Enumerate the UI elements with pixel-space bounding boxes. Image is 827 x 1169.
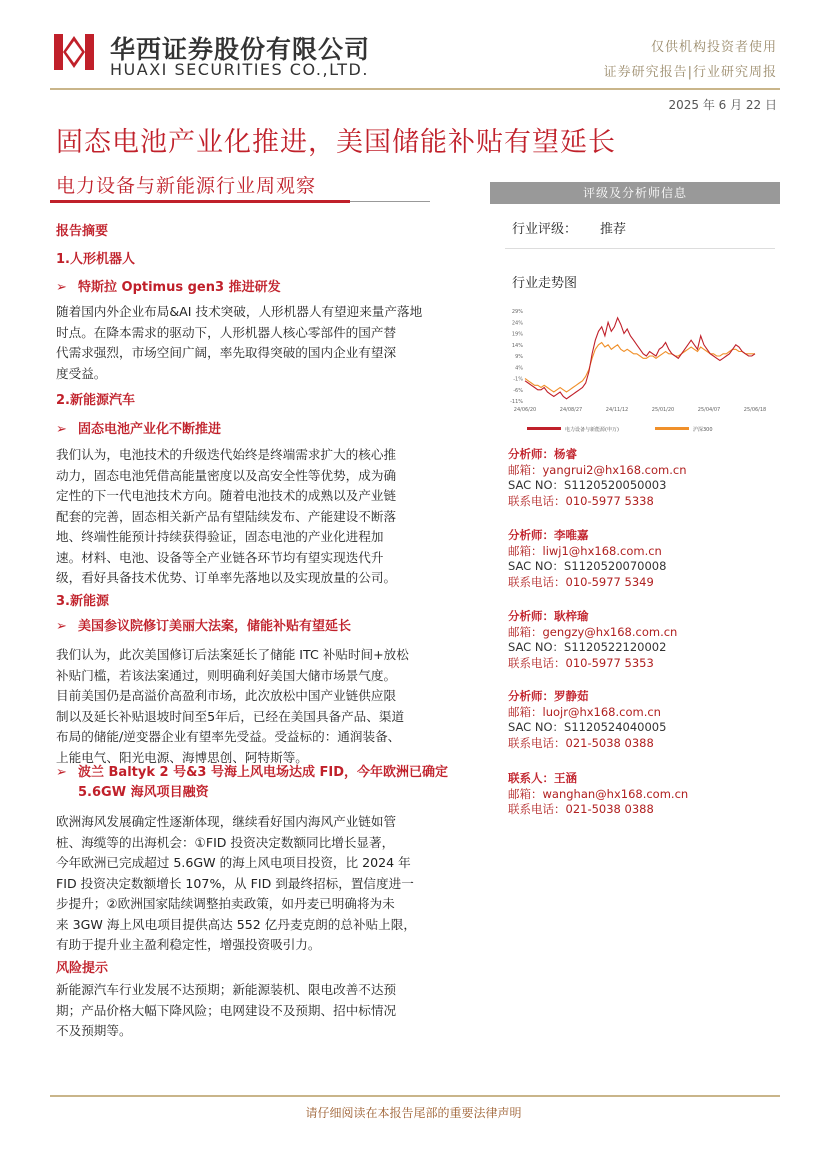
- analyst-email[interactable]: 邮箱：gengzy@hx168.com.cn: [508, 624, 678, 639]
- section-3-subheading-2: ➢ 波兰 Baltyk 2 号&3 号海上风电场达成 FID，今年欧洲已确定 5.6GW 海风项目融资: [56, 765, 449, 800]
- title-underline: [50, 200, 350, 203]
- report-subtitle: 电力设备与新能源行业周观察: [56, 175, 317, 197]
- rating-divider: [505, 248, 775, 249]
- y-tick-label: 29%: [511, 309, 523, 315]
- analyst-name: 分析师：耿梓瑜: [508, 609, 589, 623]
- rating-label: 行业评级：: [512, 222, 578, 237]
- section-1-subheading: ➢ 特斯拉 Optimus gen3 推进研发: [56, 280, 281, 295]
- trend-chart-label: 行业走势图: [512, 276, 578, 291]
- y-tick-label: 9%: [515, 354, 523, 360]
- analyst-sac: SAC NO：S1120520050003: [508, 478, 667, 492]
- title-underline-gray: [350, 201, 430, 202]
- arrow-icon: ➢: [56, 619, 67, 634]
- sidebar-header: 评级及分析师信息: [490, 182, 780, 204]
- analyst-phone: 联系电话：010-5977 5338: [508, 493, 654, 508]
- section-2-subheading: ➢ 固态电池产业化不断推进: [56, 422, 222, 437]
- analyst-sac: SAC NO：S1120522120002: [508, 640, 667, 654]
- analyst-sac: SAC NO：S1120520070008: [508, 559, 667, 573]
- trend-chart-svg: [505, 305, 767, 435]
- analyst-phone: 联系电话：010-5977 5353: [508, 655, 654, 670]
- section-2-paragraph: 我们认为，电池技术的升级迭代始终是终端需求扩大的核心推 动力，固态电池凭借高能量密度以及高安全性等优势，成为确 定性的下一代电池技术方向。随着电池技术的成熟以及产业链 配套的完善，固态相关新产品有望陆续发布、产能建设不断落 地、终端性能预计持续获得验证，固态电池的产业化进程加 速。材料、电池、设备等全产业链各环节均有望实现迭代升 级，看好具备技术优势、订单率先落地以及实现放量的公司。: [56, 447, 397, 585]
- header-divider: [50, 88, 780, 90]
- contact-card: [508, 771, 688, 818]
- footer-disclaimer: 请仔细阅读在本报告尾部的重要法律声明: [305, 1106, 522, 1120]
- x-tick-label: 25/06/18: [743, 407, 767, 413]
- rating-value: 推荐: [600, 222, 627, 237]
- arrow-icon: ➢: [56, 422, 67, 437]
- y-tick-label: 24%: [511, 320, 523, 327]
- legend-label-series-2: 沪深300: [693, 427, 713, 433]
- analyst-name: 分析师：杨睿: [508, 447, 577, 461]
- analyst-email[interactable]: 邮箱：yangrui2@hx168.com.cn: [508, 462, 687, 477]
- section-1-paragraph: 随着国内外企业布局&AI 技术突破，人形机器人有望迎来量产落地 时点。在降本需求的驱动下，人形机器人核心零部件的国产替 代需求强烈，市场空间广阔，率先取得突破的国内企业有望深 度受益。: [56, 304, 423, 381]
- y-tick-label: -11%: [510, 399, 523, 405]
- contact-phone: 联系电话：021-5038 0388: [508, 802, 654, 816]
- analyst-phone: 联系电话：010-5977 5349: [508, 574, 654, 589]
- report-type: 证券研究报告|行业研究周报: [603, 65, 777, 80]
- risk-paragraph: 新能源汽车行业发展不达预期；新能源装机、限电改善不达预 期；产品价格大幅下降风险；电网建设不及预期、招中标情况 不及预期等。: [56, 982, 397, 1038]
- analyst-card: [508, 528, 666, 590]
- legend-label-series-1: 电力设备与新能源(申万): [565, 427, 619, 433]
- section-2-heading: 2.新能源汽车: [56, 393, 135, 408]
- company-logo: [52, 30, 96, 74]
- section-3-paragraph-1: 我们认为，此次美国修订后法案延长了储能 ITC 补贴时间+放松 补贴门槛，若该法案通过，则明确利好美国大储市场景气度。 目前美国仍是高溢价高盈利市场，此次放松中国产业链供应限 制以及延长补贴退坡时间至5年后，已经在美国具备产品、渠道 布局的储能/逆变器企业有望率先受益。受益标的：通润装备、 上能电气、阳光电源、海博思创、阿特斯等。: [56, 647, 409, 765]
- company-name-en: HUAXI SECURITIES CO.,LTD.: [110, 60, 369, 79]
- analyst-card: [508, 447, 687, 509]
- y-tick-label: -1%: [513, 376, 523, 383]
- x-tick-label: 24/08/27: [559, 407, 583, 413]
- x-tick-label: 25/04/07: [697, 407, 721, 413]
- analyst-card: [508, 689, 666, 751]
- x-tick-label: 25/01/20: [651, 407, 675, 413]
- analyst-email[interactable]: 邮箱：luojr@hx168.com.cn: [508, 704, 661, 719]
- report-date: 2025 年 6 月 22 日: [668, 98, 777, 112]
- analyst-name: 分析师：李唯嘉: [508, 528, 589, 542]
- arrow-icon: ➢: [56, 765, 67, 780]
- analyst-card: [508, 609, 677, 671]
- footer-divider: [50, 1095, 780, 1097]
- analyst-sac: SAC NO：S1120524040005: [508, 720, 667, 734]
- x-tick-label: 24/06/20: [513, 407, 537, 413]
- y-tick-label: -6%: [513, 387, 523, 394]
- analyst-phone: 联系电话：021-5038 0388: [508, 735, 654, 750]
- audience-note: 仅供机构投资者使用: [650, 40, 777, 55]
- summary-heading: 报告摘要: [56, 224, 109, 239]
- company-name-cn: 华西证券股份有限公司: [110, 35, 371, 64]
- legend-swatch-series-1: [527, 427, 561, 430]
- risk-heading: 风险提示: [56, 961, 109, 976]
- trend-chart: [505, 305, 767, 435]
- analyst-name: 分析师：罗静茹: [508, 689, 589, 703]
- series-line: [525, 318, 755, 399]
- section-3-paragraph-2: 欧洲海风发展确定性逐渐体现，继续看好国内海风产业链如管 桩、海缆等的出海机会：①FID 投资决定数额同比增长显著， 今年欧洲已完成超过 5.6GW 的海上风电项目投资，比 2024 年 FID 投资决定数额增长 107%，从 FID 到最终招标，置信度进一 步提升；②欧洲国家陆续调整拍卖政策，如丹麦已明确将为未 来 3GW 海上风电项目提供高达 552 亿丹麦克朗的总补贴上限， 有助于提升业主盈利稳定性，增强投资吸引力。: [56, 814, 416, 952]
- contact-name: 联系人：王涵: [508, 771, 577, 785]
- report-title: 固态电池产业化推进，美国储能补贴有望延长: [56, 127, 616, 158]
- section-1-heading: 1.人形机器人: [56, 252, 135, 267]
- legend-swatch-series-2: [655, 427, 689, 430]
- x-tick-label: 24/11/12: [605, 407, 629, 413]
- section-3-subheading-1: ➢ 美国参议院修订美丽大法案，储能补贴有望延长: [56, 619, 352, 634]
- y-tick-label: 14%: [511, 342, 523, 349]
- contact-email[interactable]: 邮箱：wanghan@hx168.com.cn: [508, 786, 689, 801]
- analyst-email[interactable]: 邮箱：liwj1@hx168.com.cn: [508, 543, 662, 558]
- arrow-icon: ➢: [56, 280, 67, 295]
- y-tick-label: 4%: [515, 365, 523, 372]
- y-tick-label: 19%: [511, 331, 523, 338]
- section-3-heading: 3.新能源: [56, 594, 109, 609]
